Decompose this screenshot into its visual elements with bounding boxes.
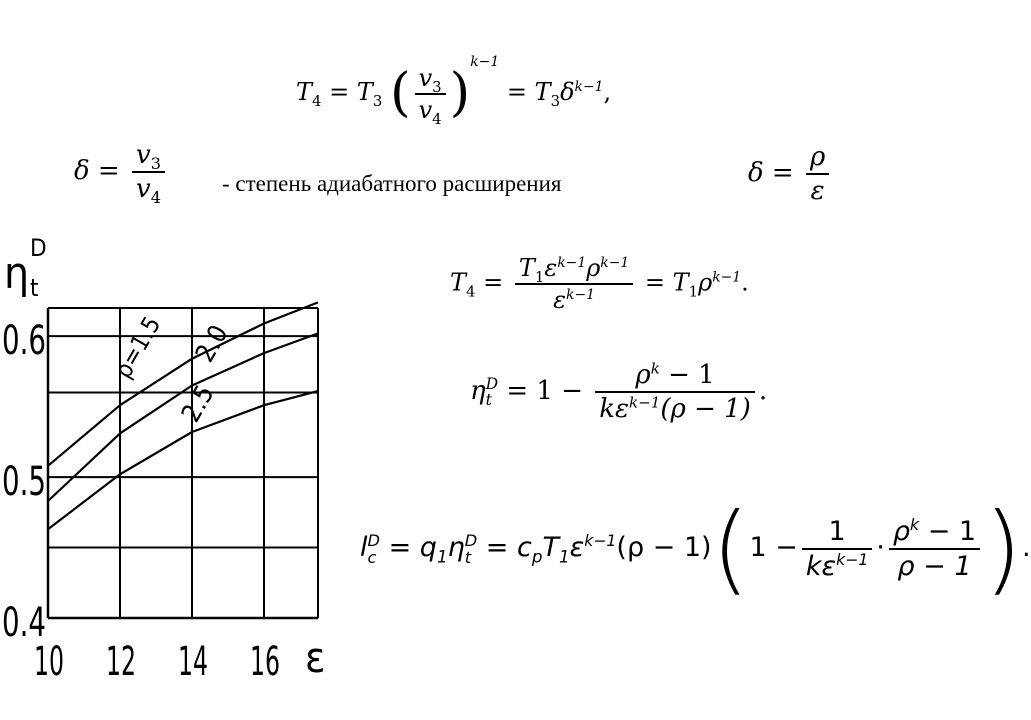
- f4-eq1: =: [483, 268, 504, 297]
- f2-fraction: [132, 140, 165, 208]
- f1-mid: T: [356, 78, 373, 106]
- f6-eq2: =: [485, 532, 509, 564]
- f1-lparen: (: [390, 62, 411, 124]
- f1-num: v: [418, 63, 433, 92]
- f5-den-a: kε: [599, 394, 630, 424]
- f3-eq: =: [771, 158, 794, 188]
- formula-t4-adiabatic: [296, 54, 612, 128]
- f5-den-a-exp: k−1: [629, 393, 661, 412]
- caption-expansion-ratio: - степень адиабатного расширения: [222, 171, 562, 196]
- f6-fr2-num-a: ρ: [892, 515, 911, 547]
- f1-den-sub: 4: [432, 109, 442, 128]
- f4-den: ε: [553, 286, 567, 314]
- f1-exp: k−1: [470, 54, 500, 70]
- f4-fraction: [515, 256, 633, 312]
- f4-num-a-sub: 1: [534, 267, 545, 286]
- x-axis-label: ε: [305, 633, 326, 682]
- x-tick-label: 16: [250, 639, 280, 685]
- f4-rhs: T: [672, 268, 689, 297]
- f1-num-sub: 3: [432, 77, 442, 96]
- f1-eq1: =: [329, 78, 350, 106]
- f6-l-sub: c: [367, 547, 377, 567]
- f4-eq2: =: [644, 268, 665, 297]
- f5-one: 1: [536, 376, 553, 406]
- f6-l: l: [360, 532, 368, 564]
- f2-den-sub: 4: [150, 188, 161, 208]
- f1-eq2: =: [506, 78, 527, 106]
- f6-fr2-num-exp: k: [910, 514, 920, 534]
- f6-fraction-1: [802, 515, 872, 582]
- f6-rparen: ): [984, 492, 1022, 605]
- f6-l-sup: D: [367, 530, 380, 550]
- f1-lhs: T: [296, 78, 313, 106]
- f4-den-exp: k−1: [566, 287, 595, 303]
- f5-lhs-sup: D: [485, 374, 499, 393]
- formula-delta-ratio: [748, 144, 833, 204]
- f4-num-c: ρ: [586, 254, 601, 282]
- f2-den: v: [135, 174, 151, 204]
- f4-tail: .: [741, 268, 749, 297]
- f1-lhs-sub: 4: [312, 91, 322, 110]
- f5-lhs-sub: t: [485, 391, 492, 409]
- f6-eta: η: [447, 532, 465, 564]
- formula-efficiency: [470, 359, 768, 424]
- f4-num-c-exp: k−1: [600, 255, 630, 271]
- f6-T: T: [542, 532, 559, 564]
- f6-fr2-den: ρ − 1: [889, 548, 980, 580]
- formula-t4-rho: [450, 256, 749, 312]
- f4-lhs-sub: 4: [466, 282, 476, 301]
- f4-num-b: ε: [544, 254, 558, 282]
- f6-one: 1 −: [749, 532, 798, 564]
- f5-den-b: (ρ − 1): [660, 394, 751, 424]
- f4-num-a: T: [518, 254, 535, 282]
- f1-tail: ,: [603, 78, 612, 106]
- f1-rhs: T: [534, 78, 551, 106]
- f6-eps: ε: [569, 532, 585, 564]
- x-tick-label: 12: [106, 639, 136, 685]
- series-label: ρ=1.5: [108, 311, 167, 383]
- f6-q-sub: 1: [436, 546, 448, 567]
- f6-lparen: (: [711, 492, 750, 605]
- f4-num-b-exp: k−1: [557, 255, 587, 271]
- f1-rhs-sub: 3: [550, 91, 561, 110]
- f4-lhs: T: [450, 268, 467, 297]
- series-curve: [48, 302, 318, 465]
- y-axis-label-sub: t: [30, 274, 39, 302]
- f2-num-sub: 3: [150, 154, 161, 174]
- f2-num: v: [135, 140, 151, 170]
- f5-fraction: [595, 359, 755, 424]
- f4-rhs-exp: k−1: [712, 269, 742, 286]
- f6-fraction-2: [889, 514, 980, 582]
- f6-eta-sup: D: [464, 530, 478, 550]
- f6-eps-exp: k−1: [584, 531, 617, 551]
- y-tick-label: 0.5: [2, 459, 46, 506]
- formula-work: [360, 492, 1031, 605]
- f6-dot: ·: [876, 532, 885, 564]
- f2-eq: =: [97, 156, 120, 186]
- y-axis-label: η: [4, 248, 30, 299]
- f4-rhs-sub: 1: [688, 282, 699, 301]
- f1-mid-sub: 3: [372, 91, 383, 110]
- x-tick-label: 10: [34, 639, 64, 685]
- f5-lhs: η: [470, 376, 486, 406]
- f6-eq1: =: [388, 532, 412, 564]
- f5-num-b: − 1: [668, 360, 715, 390]
- f5-eq: =: [506, 376, 529, 406]
- f6-q: q: [419, 532, 437, 564]
- f3-lhs: δ: [748, 158, 764, 188]
- f3-num: ρ: [809, 142, 826, 172]
- f1-den: v: [418, 95, 433, 124]
- f6-fr2-num-b: − 1: [919, 515, 977, 547]
- f6-fr1-num: 1: [828, 515, 846, 547]
- f5-num-a-exp: k: [650, 359, 660, 378]
- f4-rhs2: ρ: [698, 268, 713, 297]
- f5-num-a: ρ: [635, 360, 651, 390]
- f3-fraction: [806, 144, 829, 204]
- efficiency-chart: [0, 220, 360, 690]
- f6-rho-term: (ρ − 1): [616, 532, 712, 564]
- f6-fr1-den-a: kε: [805, 550, 837, 582]
- f3-den: ε: [806, 173, 829, 204]
- f6-fr1-den-exp: k−1: [836, 549, 869, 569]
- f2-lhs: δ: [74, 156, 90, 186]
- x-tick-label: 14: [178, 639, 208, 685]
- series-label: 2.0: [190, 320, 235, 368]
- f5-minus: −: [561, 376, 584, 406]
- f6-eta-sub: t: [464, 547, 472, 567]
- y-tick-label: 0.6: [2, 318, 46, 365]
- f1-rhs2: δ: [560, 78, 575, 106]
- f6-tail: .: [1022, 532, 1031, 564]
- f6-c-sub: p: [531, 546, 543, 567]
- f1-fraction: [415, 63, 446, 128]
- y-tick-label: 0.4: [2, 600, 46, 646]
- series-label: 2.5: [176, 380, 221, 428]
- f6-T-sub: 1: [558, 546, 570, 567]
- f6-c: c: [517, 532, 532, 564]
- f5-tail: .: [758, 376, 768, 406]
- y-axis-label-sup: D: [30, 234, 47, 262]
- f1-rparen: ): [449, 62, 471, 124]
- f1-rhs-exp: k−1: [574, 79, 604, 95]
- formula-delta-volume: [74, 140, 169, 208]
